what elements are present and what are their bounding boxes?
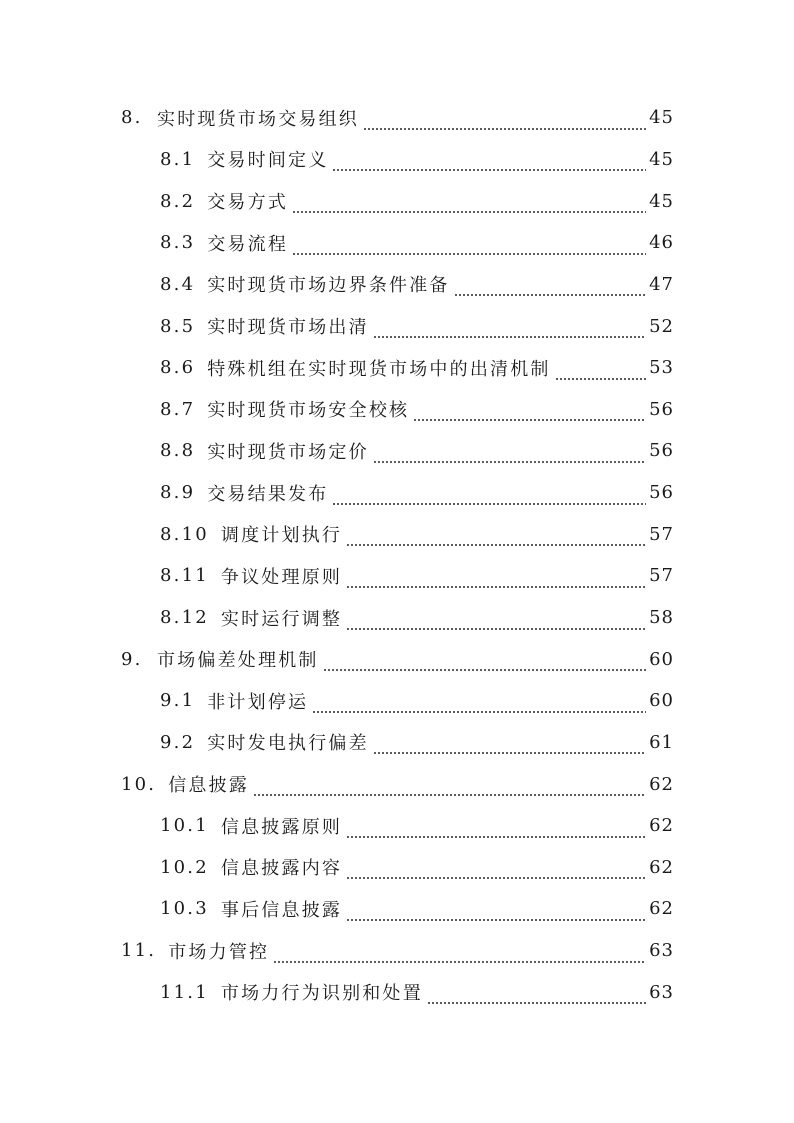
entry-page-number: 53: [649, 357, 674, 379]
dot-leader: [413, 404, 646, 422]
entry-page-number: 56: [649, 398, 674, 420]
dot-leader: [292, 196, 646, 214]
entry-number: 8.10: [160, 523, 209, 545]
entry-page-number: 60: [649, 648, 674, 670]
entry-title: 实时现货市场交易组织: [157, 108, 359, 130]
entry-title: 非计划停运: [207, 691, 309, 713]
toc-entry-8-3[interactable]: [0, 222, 794, 264]
dot-leader: [346, 821, 646, 839]
entry-number: 8.5: [160, 315, 196, 337]
entry-page-number: 56: [649, 440, 674, 462]
entry-page-number: 63: [649, 981, 674, 1003]
toc-entry-8-1[interactable]: [0, 139, 794, 181]
entry-page-number: 46: [649, 232, 674, 254]
entry-page-number: 47: [649, 273, 674, 295]
dot-leader: [323, 654, 646, 672]
toc-entry-chapter-8[interactable]: [0, 97, 794, 139]
dot-leader: [312, 696, 646, 714]
dot-leader: [346, 529, 646, 547]
entry-number: 8.: [121, 107, 143, 129]
entry-title: 交易时间定义: [207, 150, 329, 172]
toc-entry-8-8[interactable]: [0, 430, 794, 472]
entry-page-number: 57: [649, 565, 674, 587]
entry-number: 8.6: [160, 357, 196, 379]
entry-title: 实时发电执行偏差: [207, 733, 369, 755]
toc-entry-chapter-10[interactable]: [0, 763, 794, 805]
entry-title: 信息披露内容: [220, 858, 343, 880]
entry-number: 8.1: [160, 148, 196, 170]
entry-number: 8.11: [160, 565, 209, 587]
toc-entry-8-7[interactable]: [0, 388, 794, 430]
toc-entry-11-1[interactable]: [0, 971, 794, 1013]
entry-number: 9.1: [160, 690, 196, 712]
entry-number: 9.: [121, 648, 143, 670]
dot-leader: [292, 238, 646, 256]
entry-title: 事后信息披露: [220, 899, 343, 921]
toc-entry-8-10[interactable]: [0, 513, 794, 555]
entry-page-number: 58: [649, 607, 674, 628]
entry-page-number: 63: [649, 940, 674, 962]
toc-entry-8-6[interactable]: [0, 347, 794, 389]
dot-leader: [346, 613, 646, 631]
dot-leader: [373, 321, 646, 339]
toc-entry-8-12[interactable]: [0, 597, 794, 639]
entry-page-number: 45: [649, 148, 674, 170]
dot-leader: [346, 571, 646, 589]
dot-leader: [363, 113, 646, 131]
entry-number: 8.12: [160, 607, 209, 628]
entry-page-number: 62: [649, 815, 674, 837]
toc-entry-10-1[interactable]: [0, 805, 794, 847]
toc-entry-8-4[interactable]: [0, 264, 794, 306]
entry-page-number: 57: [649, 523, 674, 545]
dot-leader: [555, 363, 646, 381]
entry-title: 交易流程: [207, 233, 289, 255]
entry-title: 实时现货市场定价: [207, 441, 369, 463]
dot-leader: [454, 279, 646, 297]
toc-entry-chapter-9[interactable]: [0, 638, 794, 680]
dot-leader: [332, 154, 646, 172]
entry-page-number: 62: [649, 856, 674, 878]
toc-entry-9-2[interactable]: [0, 722, 794, 764]
dot-leader: [332, 488, 646, 506]
entry-number: 8.7: [160, 398, 196, 420]
entry-page-number: 45: [649, 190, 674, 212]
entry-page-number: 52: [649, 315, 674, 337]
entry-title: 市场力行为识别和处置: [220, 983, 423, 1005]
entry-number: 8.4: [160, 273, 196, 295]
entry-number: 10.: [121, 773, 157, 795]
dot-leader: [346, 904, 646, 922]
entry-title: 争议处理原则: [220, 566, 343, 588]
entry-number: 10.1: [160, 815, 209, 837]
entry-title: 交易方式: [207, 192, 289, 214]
entry-title: 市场力管控: [168, 941, 270, 963]
entry-title: 实时现货市场边界条件准备: [207, 275, 450, 297]
entry-title: 市场偏差处理机制: [157, 650, 319, 672]
toc-entry-9-1[interactable]: [0, 680, 794, 722]
toc-entry-8-5[interactable]: [0, 305, 794, 347]
entry-number: 8.8: [160, 440, 196, 462]
entry-title: 实时运行调整: [220, 608, 343, 630]
entry-number: 8.3: [160, 232, 196, 254]
toc-entry-chapter-11[interactable]: [0, 930, 794, 972]
toc-entry-10-2[interactable]: [0, 847, 794, 889]
entry-page-number: 61: [649, 731, 674, 753]
entry-page-number: 60: [649, 690, 674, 712]
entry-title: 调度计划执行: [220, 525, 343, 547]
entry-title: 实时现货市场出清: [207, 317, 369, 339]
entry-number: 10.3: [160, 898, 209, 920]
toc-entry-10-3[interactable]: [0, 888, 794, 930]
entry-title: 交易结果发布: [207, 483, 329, 505]
entry-page-number: 56: [649, 482, 674, 504]
entry-title: 信息披露原则: [220, 816, 343, 838]
entry-title: 信息披露: [168, 775, 250, 797]
entry-number: 10.2: [160, 856, 209, 878]
table-of-contents: [0, 97, 794, 1013]
entry-title: 特殊机组在实时现货市场中的出清机制: [207, 358, 551, 380]
dot-leader: [346, 862, 646, 880]
dot-leader: [373, 737, 646, 755]
toc-entry-8-2[interactable]: [0, 180, 794, 222]
entry-page-number: 62: [649, 898, 674, 920]
dot-leader: [273, 946, 646, 964]
entry-number: 11.: [121, 940, 157, 962]
dot-leader: [427, 987, 646, 1005]
entry-number: 8.9: [160, 482, 196, 504]
entry-page-number: 62: [649, 773, 674, 795]
dot-leader: [373, 446, 646, 464]
entry-number: 8.2: [160, 190, 196, 212]
entry-number: 9.2: [160, 731, 196, 753]
toc-entry-8-9[interactable]: [0, 472, 794, 514]
entry-number: 11.1: [160, 981, 209, 1003]
dot-leader: [253, 779, 646, 797]
entry-title: 实时现货市场安全校核: [207, 400, 410, 422]
toc-entry-8-11[interactable]: [0, 555, 794, 597]
entry-page-number: 45: [649, 107, 674, 129]
